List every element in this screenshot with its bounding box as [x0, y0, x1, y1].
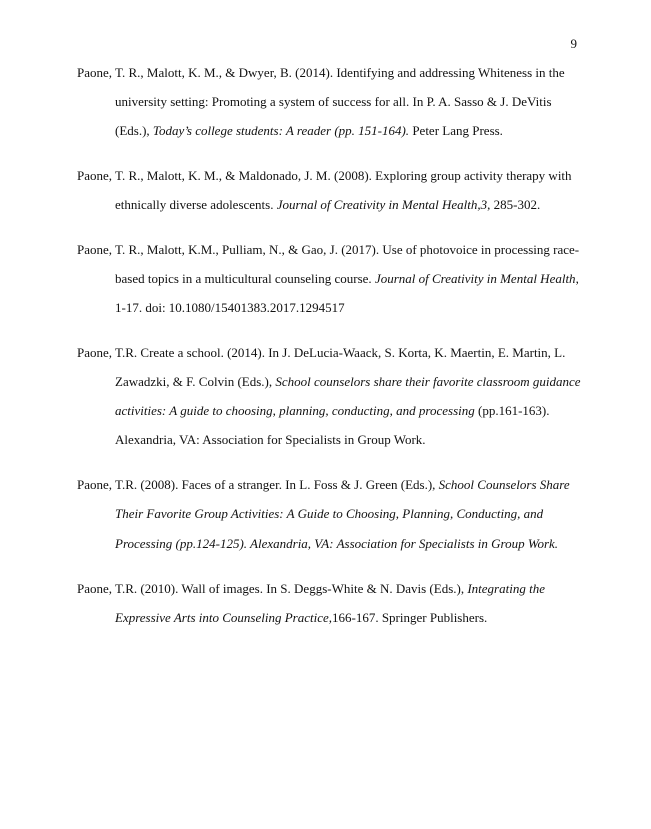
- reference-continuation-line: [115, 506, 543, 522]
- italic-title: School counselors share their favorite classroom guidance: [275, 374, 581, 389]
- reference-continuation-line: [115, 300, 345, 316]
- italic-title: activities: A guide to choosing, planning, conducting, and processing: [115, 403, 475, 418]
- italic-title: Processing (pp.124-125). Alexandria, VA: Association for Specialists in Group Work.: [115, 536, 559, 551]
- reference-text: , 285-302.: [487, 197, 541, 212]
- page-number: 9: [570, 36, 577, 51]
- reference-text: (pp.161-163).: [474, 403, 550, 418]
- italic-title: Journal of Creativity in Mental Health: [374, 271, 576, 286]
- reference-text: ethnically diverse adolescents.: [115, 197, 277, 212]
- reference-continuation-line: [115, 123, 503, 139]
- italic-title: School Counselors Share: [438, 477, 570, 492]
- reference-text: ,: [575, 271, 579, 286]
- reference-first-line: [77, 168, 572, 184]
- reference-continuation-line: [115, 271, 579, 287]
- reference-continuation-line: [115, 374, 581, 390]
- reference-text: Paone, T.R. Create a school. (2014). In J. DeLucia-Waack, S. Korta, K. Maertin, E. Martin, L.: [77, 345, 566, 360]
- italic-title: Today’s college students: A reader (pp. 151-164).: [152, 123, 410, 138]
- reference-text: (Eds.),: [115, 123, 153, 138]
- reference-text: university setting: Promoting a system of success for all. In P. A. Sasso & J. DeVitis: [115, 94, 552, 109]
- italic-title: Journal of Creativity in Mental Health,3: [276, 197, 488, 212]
- italic-title: Expressive Arts into Counseling Practice,: [115, 610, 332, 625]
- reference-continuation-line: [115, 536, 558, 552]
- reference-first-line: [77, 65, 565, 81]
- reference-continuation-line: [115, 432, 426, 448]
- reference-first-line: [77, 242, 579, 258]
- reference-first-line: [77, 581, 545, 597]
- reference-first-line: [77, 477, 570, 493]
- italic-title: Their Favorite Group Activities: A Guide to Choosing, Planning, Conducting, and: [115, 506, 544, 521]
- reference-first-line: [77, 345, 565, 361]
- reference-text: Alexandria, VA: Association for Specialists in Group Work.: [115, 432, 426, 447]
- reference-continuation-line: [115, 403, 550, 419]
- reference-text: 166-167. Springer Publishers.: [332, 610, 488, 625]
- reference-continuation-line: [115, 94, 552, 110]
- reference-text: 1-17. doi: 10.1080/15401383.2017.1294517: [115, 300, 345, 315]
- reference-text: Paone, T. R., Malott, K.M., Pulliam, N., & Gao, J. (2017). Use of photovoice in processing race-: [77, 242, 580, 257]
- reference-continuation-line: [115, 197, 540, 213]
- reference-text: Zawadzki, & F. Colvin (Eds.),: [115, 374, 276, 389]
- reference-text: Peter Lang Press.: [409, 123, 503, 138]
- reference-continuation-line: [115, 610, 487, 626]
- italic-title: Integrating the: [467, 581, 545, 596]
- reference-text: based topics in a multicultural counseling course.: [115, 271, 375, 286]
- reference-text: Paone, T. R., Malott, K. M., & Dwyer, B. (2014). Identifying and addressing Whiteness in the: [77, 65, 565, 80]
- reference-text: Paone, T.R. (2010). Wall of images. In S. Deggs-White & N. Davis (Eds.),: [77, 581, 468, 596]
- reference-text: Paone, T. R., Malott, K. M., & Maldonado, J. M. (2008). Exploring group activity therapy with: [77, 168, 572, 183]
- reference-text: Paone, T.R. (2008). Faces of a stranger. In L. Foss & J. Green (Eds.),: [77, 477, 439, 492]
